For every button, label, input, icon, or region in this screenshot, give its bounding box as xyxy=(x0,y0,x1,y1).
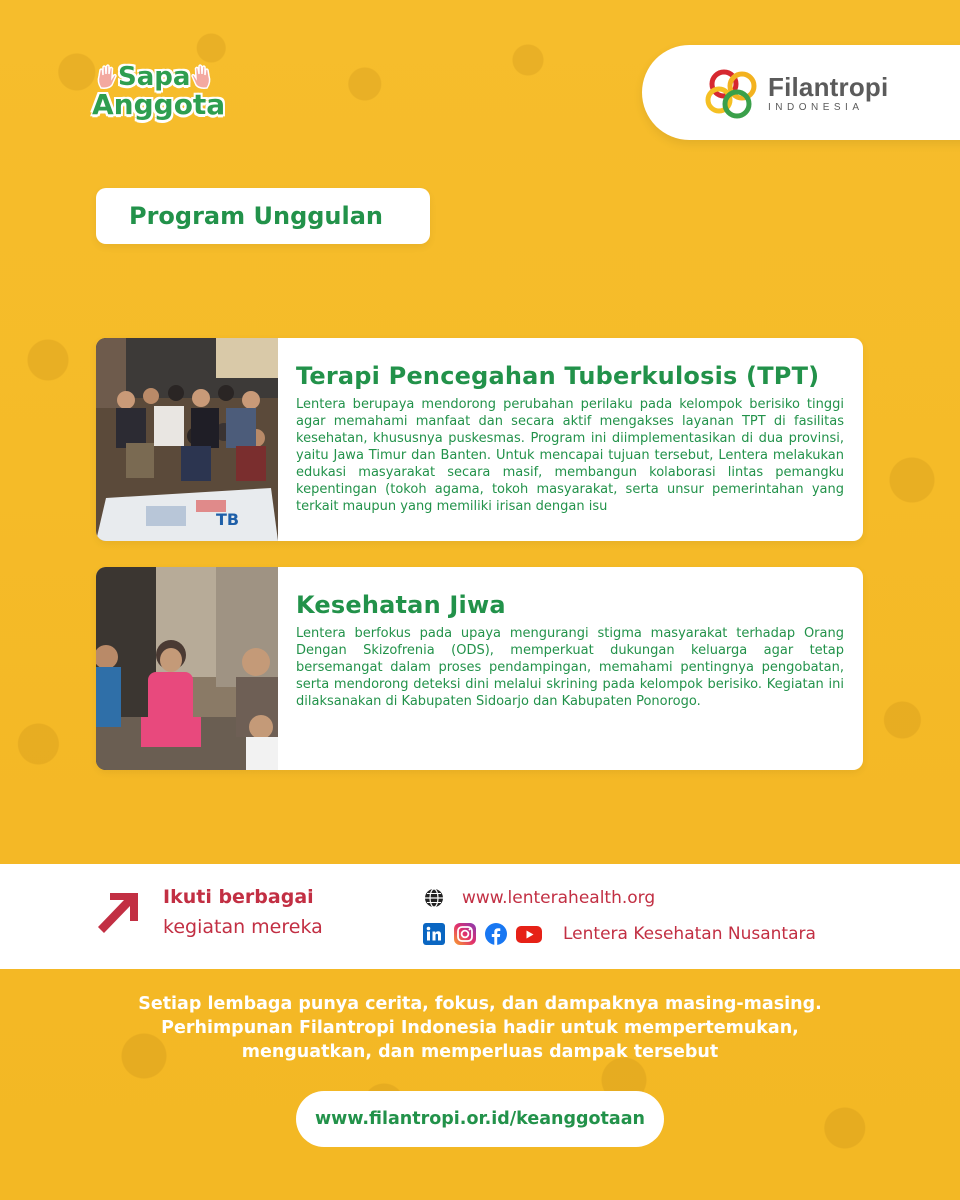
program-card xyxy=(96,338,863,541)
program-description: Lentera berfokus pada upaya mengurangi stigma masyarakat terhadap Orang Dengan Skizofrenia (ODS), memperkuat dukungan keluarga agar tetap bersemangat dalam proses pendampingan, memahami pentingnya pengobatan, serta mendorong deteksi dini melalui skrining pada kelompok berisiko. Kegiatan ini dilaksanakan di Kabupaten Sidoarjo dan Kabupaten Ponorogo. xyxy=(296,626,844,709)
follow-line-2: kegiatan mereka xyxy=(163,916,323,938)
program-description: Lentera berupaya mendorong perubahan perilaku pada kelompok berisiko tinggi agar memahami manfaat dan secara aktif mengakses layanan TPT di fasilitas kesehatan, khususnya puskesmas. Program ini diimplementasikan di dua provinsi, yaitu Jawa Timur dan Banten. Untuk mencapai tujuan tersebut, Lentera melakukan edukasi masyarakat secara masif, membangun kolaborasi lintas pemangku kepentingan (tokoh agama, tokoh masyarakat, serta unsur pemerintahan yang terkait maupun yang memiliki irisan dengan isu xyxy=(296,397,844,514)
program-photo-kesehatan-jiwa xyxy=(96,567,278,770)
filantropi-rings-logo xyxy=(704,64,762,122)
follow-line-1: Ikuti berbagai xyxy=(163,886,314,908)
program-card xyxy=(96,567,863,770)
tagline-line-2: Perhimpunan Filantropi Indonesia hadir untuk mempertemukan, xyxy=(161,1018,799,1038)
website-row xyxy=(424,888,655,908)
program-photo-tpt xyxy=(96,338,278,541)
membership-url-button[interactable] xyxy=(296,1091,664,1147)
tagline-line-1: Setiap lembaga punya cerita, fokus, dan dampaknya masing-masing. xyxy=(138,994,822,1014)
social-account-name[interactable]: Lentera Kesehatan Nusantara xyxy=(563,924,816,944)
logo-subtitle: INDONESIA xyxy=(768,102,864,113)
tagline xyxy=(60,992,900,1064)
membership-url: www.filantropi.or.id/keanggotaan xyxy=(314,1109,645,1129)
program-title: Terapi Pencegahan Tuberkulosis (TPT) xyxy=(296,362,820,390)
waving-hand-icon xyxy=(190,64,212,90)
filantropi-logo xyxy=(642,45,960,140)
youtube-icon[interactable] xyxy=(516,923,542,945)
section-title-box xyxy=(96,188,430,244)
arrow-up-right-icon xyxy=(96,889,142,937)
waving-hand-icon xyxy=(96,64,118,90)
sapa-anggota-badge xyxy=(92,62,232,132)
linkedin-icon[interactable] xyxy=(423,923,445,945)
social-row xyxy=(423,923,816,945)
badge-line-1: Sapa xyxy=(118,62,191,92)
program-title: Kesehatan Jiwa xyxy=(296,591,506,619)
tagline-line-3: menguatkan, dan memperluas dampak tersebut xyxy=(241,1042,719,1062)
section-title: Program Unggulan xyxy=(129,202,384,230)
facebook-icon[interactable] xyxy=(485,923,507,945)
logo-name: Filantropi xyxy=(768,72,889,102)
follow-text xyxy=(163,886,323,938)
badge-line-2: Anggota xyxy=(92,88,226,121)
follow-bar xyxy=(0,864,960,969)
website-link[interactable]: www.lenterahealth.org xyxy=(462,888,656,908)
banner-tb-text: TB xyxy=(216,510,240,529)
instagram-icon[interactable] xyxy=(454,923,476,945)
globe-icon xyxy=(424,888,444,908)
